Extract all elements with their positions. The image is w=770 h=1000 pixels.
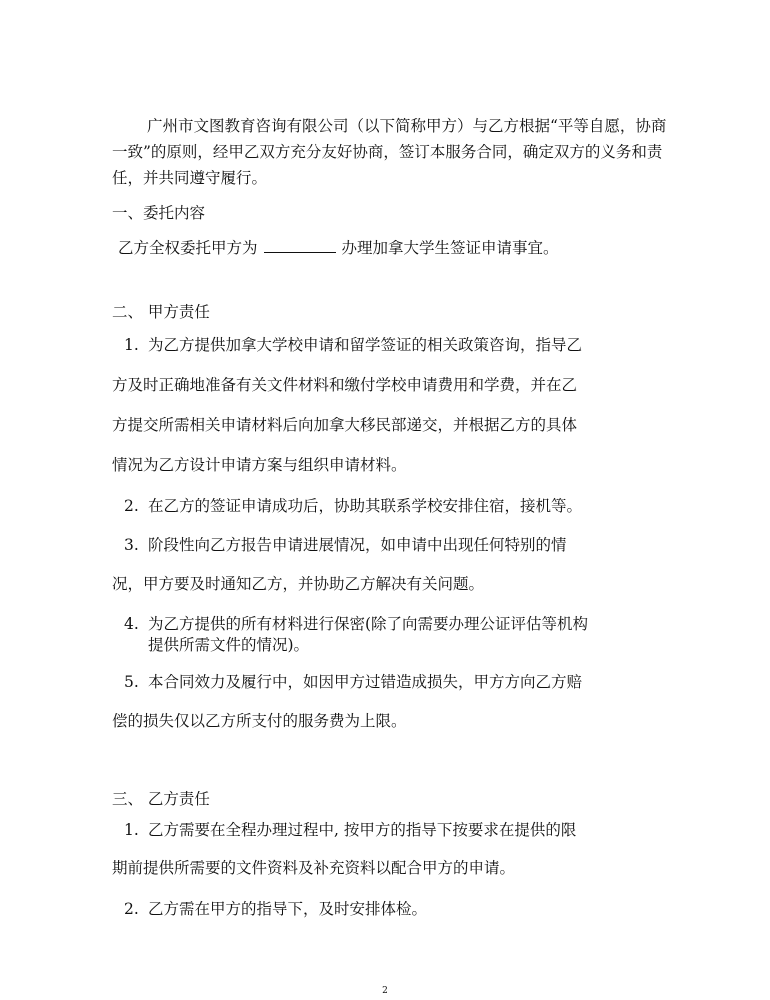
list-item-number: 2.	[124, 497, 139, 515]
list-item-line: 方提交所需相关申请材料后向加拿大移民部递交，并根据乙方的具体	[112, 416, 578, 434]
list-item-line: 提供所需文件的情况)。	[148, 636, 310, 654]
list-item-number: 1.	[124, 336, 139, 354]
list-item-line: 偿的损失仅以乙方所支付的服务费为上限。	[112, 712, 407, 730]
blank-fill-line	[264, 238, 336, 253]
section-1-body	[118, 236, 559, 258]
list-item-number: 5.	[124, 673, 139, 691]
list-item-text: 本合同效力及履行中，如因甲方过错造成损失，甲方方向乙方赔	[148, 673, 583, 691]
section-2-heading: 二、 甲方责任	[112, 303, 210, 321]
section-1-text-after: 办理加拿大学生签证申请事宜。	[341, 239, 559, 257]
section-1-text-before: 乙方全权委托甲方为	[118, 239, 258, 257]
list-item-text: 阶段性向乙方报告申请进展情况，如申请中出现任何特别的情	[148, 536, 567, 554]
list-item-line: 情况为乙方设计申请方案与组织申请材料。	[112, 456, 407, 474]
list-item-text: 乙方需在甲方的指导下，及时安排体检。	[148, 900, 428, 918]
list-item-line: 方及时正确地准备有关文件材料和缴付学校申请费用和学费，并在乙	[112, 376, 578, 394]
list-item-text: 乙方需要在全程办理过程中, 按甲方的指导下按要求在提供的限	[148, 821, 577, 839]
list-item-text: 为乙方提供的所有材料进行保密(除了向需要办理公证评估等机构	[148, 615, 589, 633]
list-item-line	[124, 533, 567, 555]
intro-paragraph: 广州市文图教育咨询有限公司（以下简称甲方）与乙方根据“平等自愿，协商一致”的原则，经甲乙双方充分友好协商，签订本服务合同，确定双方的义务和责任，并共同遵守履行。	[112, 117, 667, 187]
section-3-heading: 三、 乙方责任	[112, 790, 210, 808]
section-1-heading: 一、委托内容	[112, 204, 206, 222]
list-item-line: 期前提供所需要的文件资料及补充资料以配合甲方的申请。	[112, 859, 516, 877]
page-number: 2	[382, 986, 388, 996]
list-item-line	[124, 670, 582, 692]
list-item-number: 4.	[124, 615, 139, 633]
list-item-line	[124, 818, 576, 840]
list-item-line	[124, 333, 582, 355]
list-item-number: 2.	[124, 900, 139, 918]
list-item-number: 1.	[124, 821, 139, 839]
list-item-line	[124, 612, 588, 634]
list-item-line	[124, 494, 582, 516]
list-item-text: 为乙方提供加拿大学校申请和留学签证的相关政策咨询，指导乙	[148, 336, 583, 354]
list-item-text: 在乙方的签证申请成功后，协助其联系学校安排住宿，接机等。	[148, 497, 583, 515]
list-item-number: 3.	[124, 536, 139, 554]
list-item-line: 况，甲方要及时通知乙方，并协助乙方解决有关问题。	[112, 575, 485, 593]
list-item-line	[124, 897, 427, 919]
